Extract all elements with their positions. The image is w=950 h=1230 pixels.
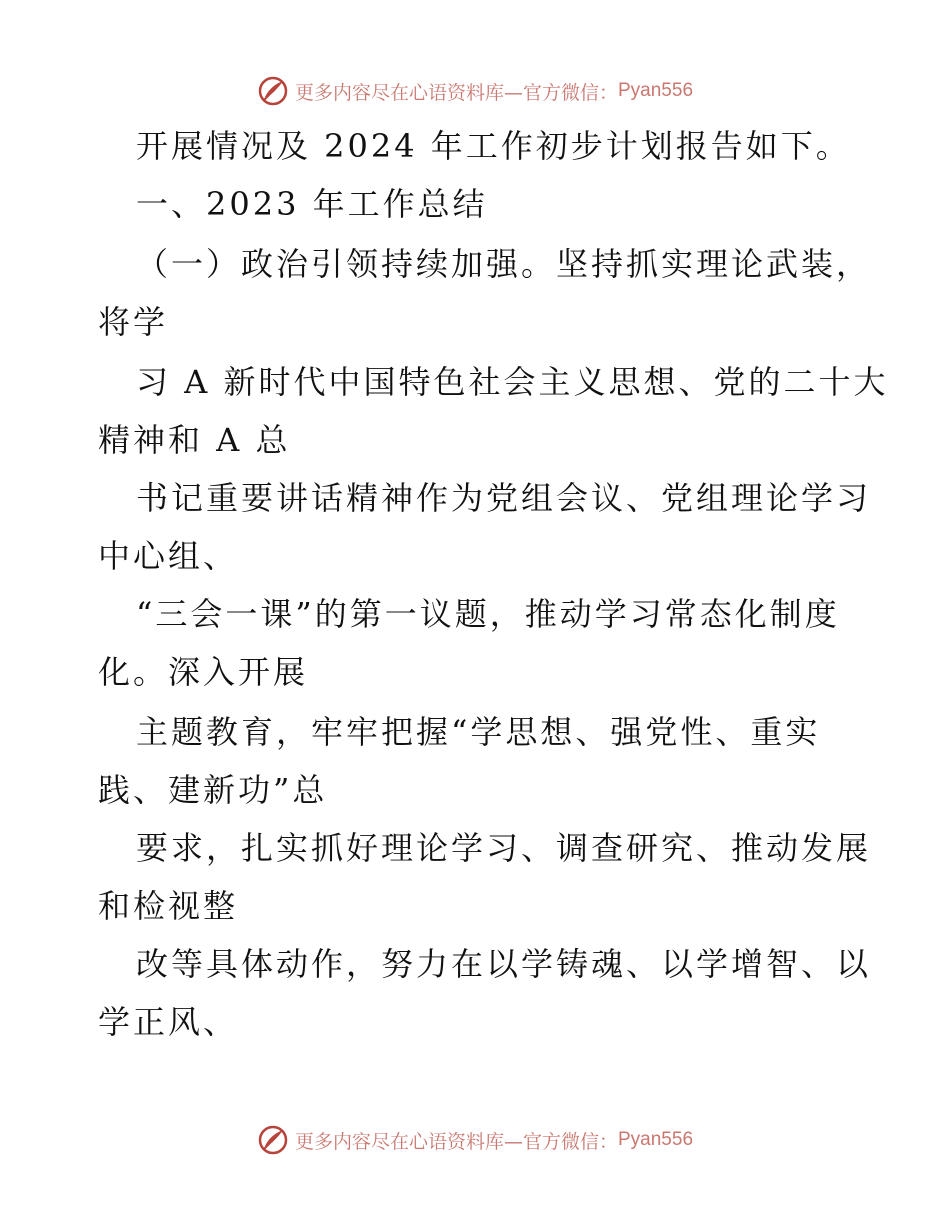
section-heading: 一、2023 年工作总结	[136, 185, 488, 223]
text-line: 和检视整	[98, 887, 239, 925]
text-line: 开展情况及 2024 年工作初步计划报告如下。	[136, 127, 851, 165]
text-line: （一）政治引领持续加强。坚持抓实理论武装，	[136, 245, 872, 283]
header-watermark	[0, 71, 950, 111]
footer-watermark	[0, 1120, 950, 1160]
text-line: 学正风、	[98, 1003, 239, 1041]
text-line: 将学	[98, 303, 169, 341]
quill-seal-icon	[257, 1124, 289, 1156]
text-line: 精神和 A 总	[98, 421, 291, 459]
watermark-text: 更多内容尽在心语资料库—官方微信：	[294, 81, 618, 104]
text-line: 改等具体动作，努力在以学铸魂、以学增智、以	[136, 945, 872, 983]
text-line: 践、建新功”总	[98, 771, 328, 809]
text-line: 要求，扎实抓好理论学习、调查研究、推动发展	[136, 829, 872, 867]
text-line: 主题教育，牢牢把握“学思想、强党性、重实	[136, 713, 821, 751]
watermark-wechat-id: Pyan556	[618, 1129, 694, 1150]
quill-seal-icon	[257, 75, 289, 107]
watermark-wechat-id: Pyan556	[618, 80, 694, 101]
text-line: 中心组、	[98, 537, 239, 575]
text-line: 书记重要讲话精神作为党组会议、党组理论学习	[136, 479, 872, 517]
text-line: “三会一课”的第一议题，推动学习常态化制度	[136, 595, 840, 633]
text-line: 习 A 新时代中国特色社会主义思想、党的二十大	[136, 363, 889, 401]
watermark-text: 更多内容尽在心语资料库—官方微信：	[294, 1130, 618, 1153]
text-line: 化。深入开展	[98, 653, 309, 691]
